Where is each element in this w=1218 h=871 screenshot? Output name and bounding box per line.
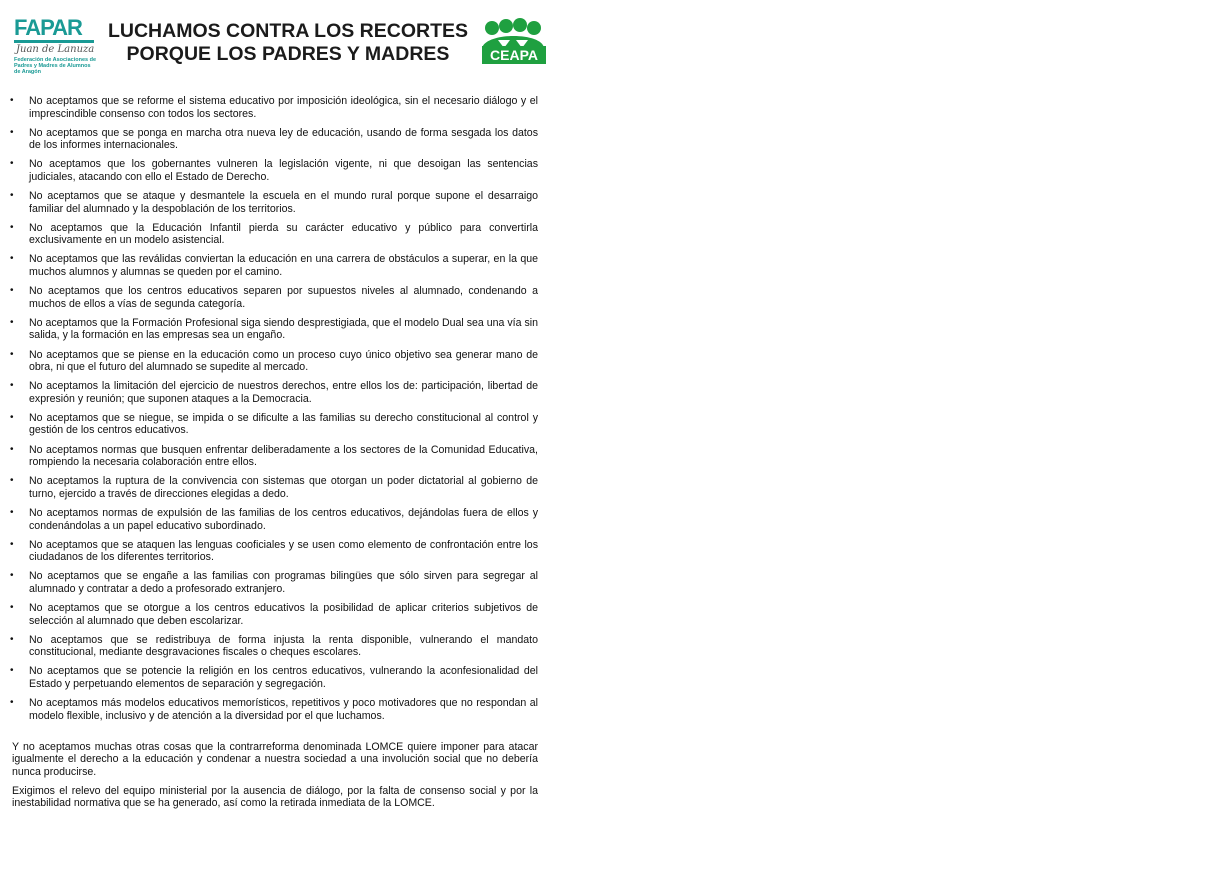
list-item-text: No aceptamos normas de expulsión de las familias de los centros educativos, dejándolas fuera de ellos y condenándolas a un papel educativo subordinado. xyxy=(29,506,538,532)
document-page xyxy=(0,0,548,871)
list-item xyxy=(10,285,538,310)
list-item-text: No aceptamos que la Formación Profesional siga siendo desprestigiada, que el modelo Dual sea una vía sin salida, y la formación en las empresas sea un engaño. xyxy=(29,316,538,342)
bullet-icon: • xyxy=(10,570,14,582)
title-line-1: LUCHAMOS CONTRA LOS RECORTES xyxy=(107,20,469,42)
list-item-text: No aceptamos que los centros educativos separen por supuestos niveles al alumnado, condenando a muchos de ellos a vías de segunda categoría. xyxy=(29,285,538,310)
list-item xyxy=(10,127,538,152)
list-item xyxy=(10,349,538,374)
list-item xyxy=(10,475,538,500)
list-item xyxy=(10,222,538,247)
bullet-icon: • xyxy=(10,221,14,233)
bullet-icon: • xyxy=(10,475,14,487)
fapar-logo xyxy=(14,14,98,76)
list-item-text: No aceptamos que las reválidas conviertan la educación en una carrera de obstáculos a superar, en la que muchos alumnos y alumnas se queden por el camino. xyxy=(29,253,538,279)
list-item-text: No aceptamos que se niegue, se impida o se dificulte a las familias su derecho constitucional al control y gestión de los centros educativos. xyxy=(29,411,538,437)
list-item-text: No aceptamos que se engañe a las familias con programas bilingües que sólo sirven para segregar al alumnado y contratar a dedo a profesorado extranjero. xyxy=(29,570,538,595)
list-item-text: No aceptamos que se potencie la religión en los centros educativos, vulnerando la aconfesionalidad del Estado y perpetuando elementos de separación y segregación. xyxy=(29,665,538,690)
ceapa-logo xyxy=(480,18,546,66)
bullet-icon: • xyxy=(10,665,14,677)
list-item xyxy=(10,380,538,405)
bullet-icon: • xyxy=(10,538,14,550)
bullet-icon: • xyxy=(10,633,14,645)
bullet-icon: • xyxy=(10,253,14,265)
list-item xyxy=(10,412,538,437)
bullet-icon: • xyxy=(10,190,14,202)
list-item xyxy=(10,253,538,278)
list-item xyxy=(10,190,538,215)
list-item-text: No aceptamos más modelos educativos memorísticos, repetitivos y poco motivadores que no respondan al modelo flexible, inclusivo y de atención a la diversidad por el que luchamos. xyxy=(29,697,538,722)
list-item xyxy=(10,697,538,722)
title-line-2: PORQUE LOS PADRES Y MADRES xyxy=(126,43,450,65)
bullet-icon: • xyxy=(10,316,14,328)
list-item xyxy=(10,602,538,627)
list-item-text: No aceptamos que se piense en la educación como un proceso cuyo único objetivo sea generar mano de obra, ni que el futuro del alumnado se supedite al mercado. xyxy=(29,348,538,374)
bullet-icon: • xyxy=(10,697,14,709)
list-item-text: No aceptamos que los gobernantes vulneren la legislación vigente, ni que desoigan las sentencias judiciales, atacando con ello el Estado de Derecho. xyxy=(29,158,538,183)
list-item xyxy=(10,665,538,690)
bullet-icon: • xyxy=(10,126,14,138)
list-item xyxy=(10,444,538,469)
list-item-text: No aceptamos que se reforme el sistema educativo por imposición ideológica, sin el necesario diálogo y el imprescindible consenso con todos los sectores. xyxy=(29,95,538,120)
fapar-logo-bar xyxy=(14,40,94,43)
closing-paragraph-2: Exigimos el relevo del equipo ministerial por la ausencia de diálogo, por la falta de consenso social y por la inestabilidad normativa que se ha generado, así como la retirada inmediata de la LOMCE. xyxy=(12,785,538,810)
list-item xyxy=(10,539,538,564)
list-item xyxy=(10,634,538,659)
fapar-logo-subtitle: Federación de Asociaciones de Padres y Madres de Alumnos de Aragón xyxy=(14,57,97,75)
bullet-icon: • xyxy=(10,95,14,106)
bullet-icon: • xyxy=(10,602,14,613)
fapar-logo-script: Juan de Lanuza xyxy=(16,44,95,55)
demands-list xyxy=(10,95,538,729)
bullet-icon: • xyxy=(10,443,14,455)
bullet-icon: • xyxy=(10,158,14,170)
list-item-text: No aceptamos la ruptura de la convivencia con sistemas que otorgan un poder dictatorial al gobierno de turno, ejercido a través de direcciones elegidas a dedo. xyxy=(29,475,538,500)
bullet-icon: • xyxy=(10,411,14,423)
list-item xyxy=(10,95,538,120)
list-item-text: No aceptamos que se ataquen las lenguas cooficiales y se usen como elemento de confrontación entre los ciudadanos de los diferentes territorios. xyxy=(29,538,538,564)
list-item xyxy=(10,317,538,342)
list-item-text: No aceptamos que se otorgue a los centros educativos la posibilidad de aplicar criterios subjetivos de selección al alumnado que deben escolarizar. xyxy=(29,602,538,627)
list-item-text: No aceptamos que la Educación Infantil pierda su carácter educativo y público para convertirla exclusivamente en un modelo asistencial. xyxy=(29,221,538,247)
page-title xyxy=(98,20,478,66)
bullet-icon: • xyxy=(10,380,14,392)
list-item-text: No aceptamos que se ataque y desmantele la escuela en el mundo rural porque supone el desarraigo familiar del alumnado y la despoblación de los territorios. xyxy=(29,190,538,215)
bullet-icon: • xyxy=(10,348,14,360)
list-item-text: No aceptamos que se redistribuya de forma injusta la renta disponible, vulnerando el mandato constitucional, mediante desgravaciones fiscales o cheques escolares. xyxy=(29,633,538,659)
list-item xyxy=(10,570,538,595)
list-item xyxy=(10,158,538,183)
ceapa-logo-wordmark: CEAPA xyxy=(482,46,546,64)
list-item xyxy=(10,507,538,532)
bullet-icon: • xyxy=(10,285,14,297)
bullet-icon: • xyxy=(10,506,14,518)
document-header xyxy=(0,0,548,80)
closing-paragraph-1: Y no aceptamos muchas otras cosas que la contrarreforma denominada LOMCE quiere imponer para atacar igualmente el derecho a la educación y condenar a nuestra sociedad a una involución social que no debería nunca producirse. xyxy=(12,741,538,778)
list-item-text: No aceptamos normas que busquen enfrentar deliberadamente a los sectores de la Comunidad Educativa, rompiendo la necesaria colaboración entre ellos. xyxy=(29,443,538,469)
list-item-text: No aceptamos la limitación del ejercicio de nuestros derechos, entre ellos los de: participación, libertad de expresión y reunión; que suponen ataques a la Democracia. xyxy=(29,380,538,405)
list-item-text: No aceptamos que se ponga en marcha otra nueva ley de educación, usando de forma sesgada los datos de los informes internacionales. xyxy=(29,126,538,152)
fapar-logo-wordmark: FAPAR xyxy=(14,15,82,40)
